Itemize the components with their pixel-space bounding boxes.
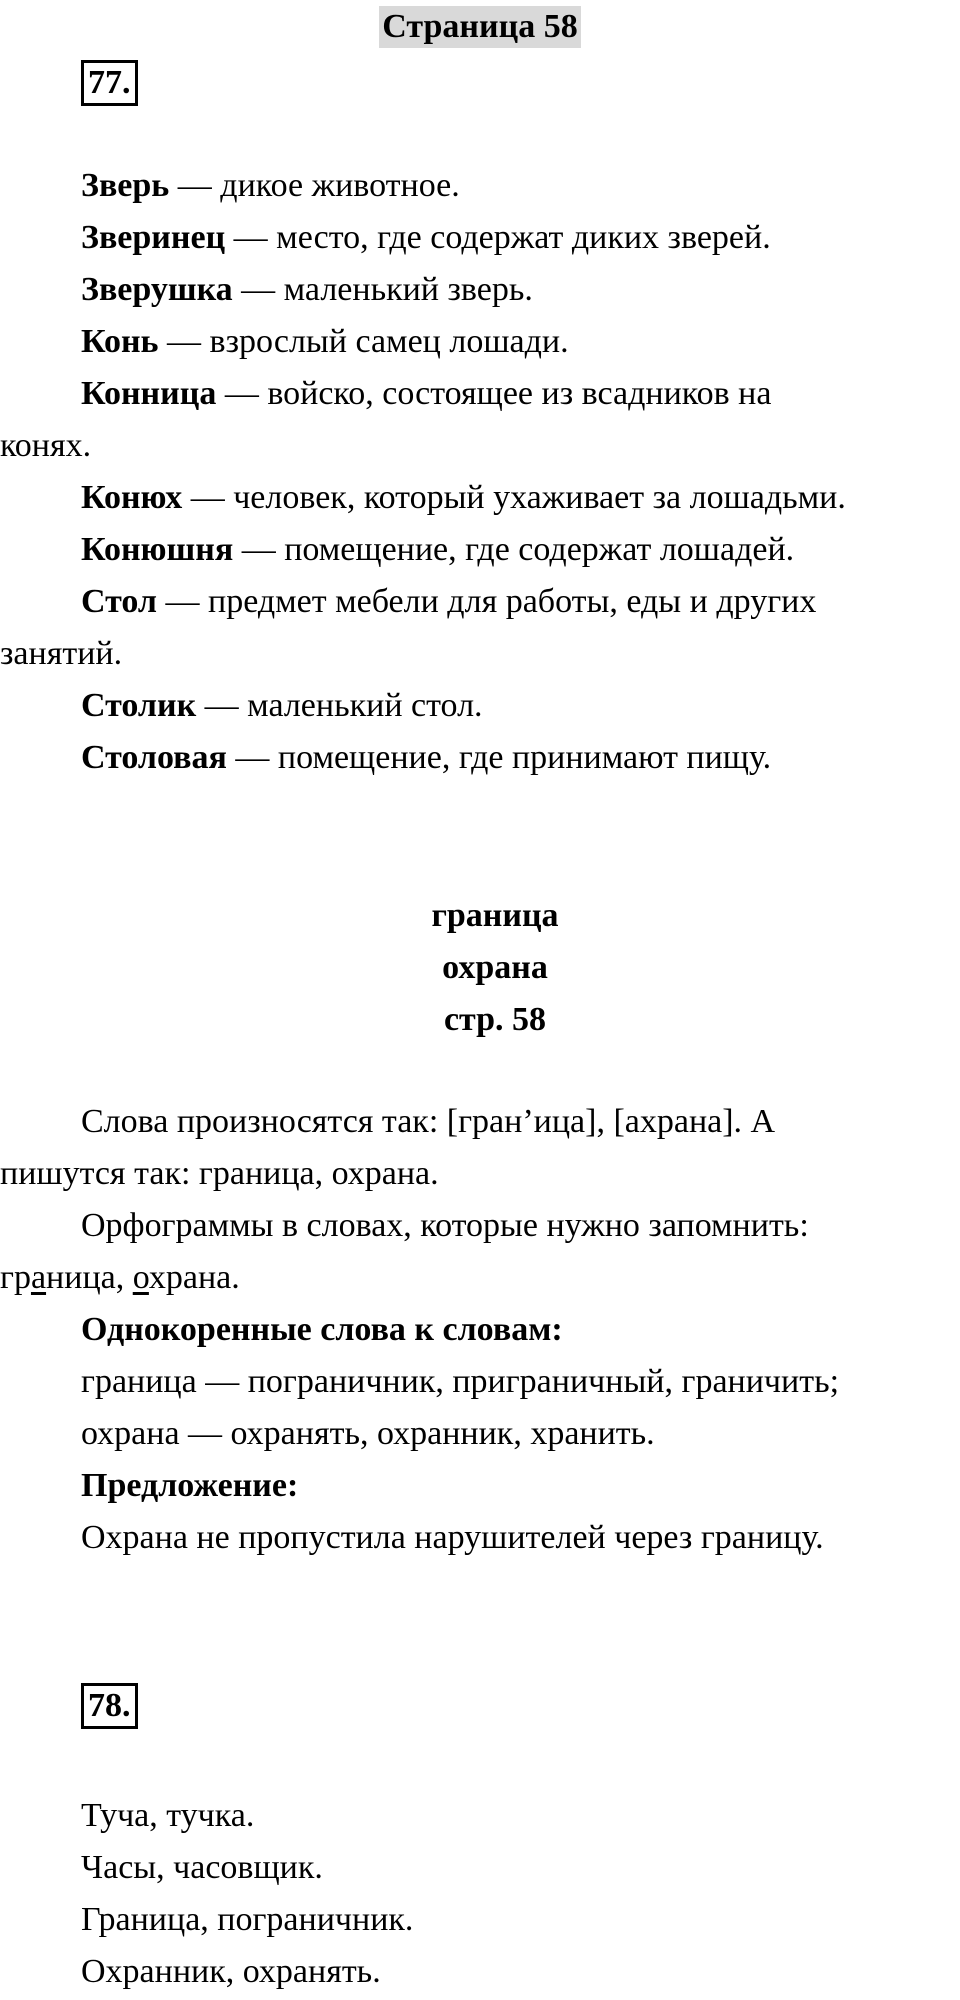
definition-item [0, 368, 960, 420]
related-line-1: граница — пограничник, приграничный, граничить; [81, 1363, 840, 1400]
page-header [0, 6, 960, 48]
task78-line-4: Охранник, охранять. [81, 1953, 381, 1990]
dictionary-word-1: граница [431, 897, 559, 934]
definition-item [0, 264, 960, 316]
definition-text: — маленький зверь. [232, 271, 533, 308]
dictionary-words [0, 890, 960, 1046]
definition-term: Зверь [81, 167, 170, 204]
orthogram-word2-letter: о [132, 1259, 149, 1296]
definition-term: Конюшня [81, 531, 234, 568]
orthogram-word1-start: гр [0, 1259, 31, 1296]
definition-item [0, 524, 960, 576]
definition-term: Конница [81, 375, 217, 412]
dictionary-page-ref: стр. 58 [443, 1001, 547, 1038]
orthogram-line-2 [0, 1252, 960, 1304]
definition-continuation: конях. [0, 427, 92, 464]
pronunciation-line-1: Слова произносятся так: [гран’ица], [ахрана]. А [81, 1103, 776, 1140]
definition-text: — помещение, где принимают пищу. [226, 739, 772, 776]
definition-text: — предмет мебели для работы, еды и других [157, 583, 817, 620]
definition-text: — помещение, где содержат лошадей. [233, 531, 795, 568]
definition-item [0, 316, 960, 368]
definition-item [0, 680, 960, 732]
definition-term: Конюх [81, 479, 183, 516]
task-number-77: 77. [81, 60, 138, 106]
definition-item [0, 472, 960, 524]
dictionary-word-2: охрана [442, 949, 548, 986]
definition-term: Зверинец [81, 219, 226, 256]
definition-text: — место, где содержат диких зверей. [225, 219, 771, 256]
definition-term: Зверушка [81, 271, 233, 308]
task78-line-1: Туча, тучка. [81, 1797, 255, 1834]
related-line-2: охрана — охранять, охранник, хранить. [81, 1415, 655, 1452]
task78-list [0, 1790, 960, 1998]
definition-term: Столик [81, 687, 197, 724]
task-number-78: 78. [81, 1683, 138, 1729]
definition-text: — дикое животное. [169, 167, 460, 204]
orthogram-line-1: Орфограммы в словах, которые нужно запомнить: [81, 1207, 809, 1244]
definition-continuation: занятий. [0, 635, 123, 672]
definition-text: — взрослый самец лошади. [158, 323, 569, 360]
orthogram-word1-end: ница, [46, 1259, 133, 1296]
sentence-heading: Предложение: [81, 1467, 299, 1504]
orthogram-word2-end: храна. [148, 1259, 240, 1296]
task78-line-2: Часы, часовщик. [81, 1849, 323, 1886]
definition-text: — человек, который ухаживает за лошадьми. [182, 479, 846, 516]
definition-item [0, 212, 960, 264]
orthogram-word1-letter: а [30, 1259, 47, 1296]
definition-item [0, 160, 960, 212]
dictionary-explanation [0, 1096, 960, 1564]
definitions-list [0, 160, 960, 784]
related-heading: Однокоренные слова к словам: [81, 1311, 563, 1348]
definition-item [0, 576, 960, 628]
sentence-text: Охрана не пропустила нарушителей через границу. [81, 1519, 824, 1556]
definition-term: Стол [81, 583, 157, 620]
definition-text: — войско, состоящее из всадников на [216, 375, 772, 412]
task78-line-3: Граница, пограничник. [81, 1901, 414, 1938]
definition-text: — маленький стол. [196, 687, 483, 724]
definition-term: Конь [81, 323, 159, 360]
page-title: Страница 58 [379, 6, 580, 48]
definition-term: Столовая [81, 739, 227, 776]
definition-item [0, 732, 960, 784]
pronunciation-line-2: пишутся так: граница, охрана. [0, 1155, 439, 1192]
